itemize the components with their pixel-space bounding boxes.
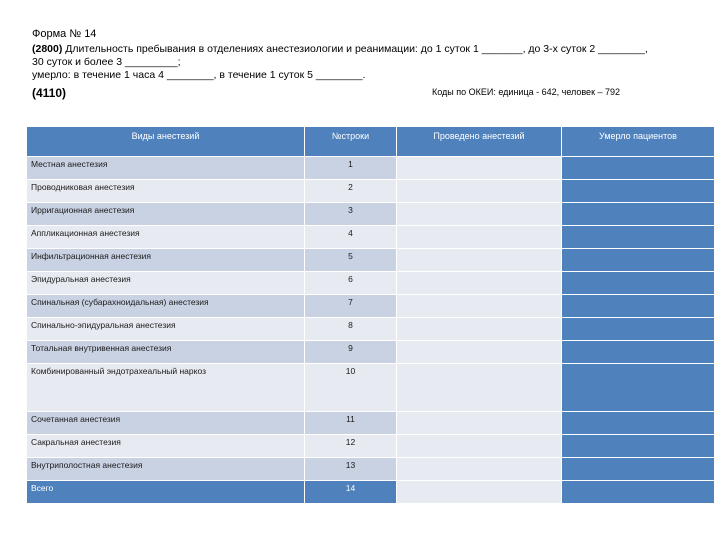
- performed-cell[interactable]: [397, 180, 562, 203]
- row-name: Аппликационная анестезия: [27, 226, 305, 249]
- table-row: [27, 364, 715, 412]
- died-line: умерло: в течение 1 часа 4 ________, в течение 1 суток 5 ________.: [32, 69, 366, 81]
- performed-cell[interactable]: [397, 412, 562, 435]
- performed-cell[interactable]: [397, 318, 562, 341]
- row-name: Ирригационная анестезия: [27, 203, 305, 226]
- code-4110: (4110): [32, 86, 67, 100]
- row-number: 12: [305, 435, 397, 458]
- total-row-number: 14: [305, 481, 397, 504]
- duration-text: Длительность пребывания в отделениях анестезиологии и реанимации: до 1 суток 1 _______, до 3-х суток 2 ________,: [62, 43, 648, 55]
- row-number: 2: [305, 180, 397, 203]
- total-row: [27, 481, 715, 504]
- table-row: [27, 249, 715, 272]
- row-number: 4: [305, 226, 397, 249]
- anesthesia-table: [26, 126, 715, 504]
- died-cell[interactable]: [562, 226, 715, 249]
- row-name: Сочетанная анестезия: [27, 412, 305, 435]
- row-name: Инфильтрационная анестезия: [27, 249, 305, 272]
- performed-cell[interactable]: [397, 157, 562, 180]
- performed-cell[interactable]: [397, 295, 562, 318]
- performed-cell[interactable]: [397, 341, 562, 364]
- header-performed: Проведено анестезий: [397, 127, 562, 157]
- row-number: 5: [305, 249, 397, 272]
- header-died: Умерло пациентов: [562, 127, 715, 157]
- table-row: [27, 157, 715, 180]
- row-number: 7: [305, 295, 397, 318]
- died-cell[interactable]: [562, 249, 715, 272]
- table-row: [27, 318, 715, 341]
- duration-line-2: 30 суток и более 3 _________;: [32, 56, 181, 68]
- table-row: [27, 180, 715, 203]
- died-cell[interactable]: [562, 203, 715, 226]
- table-row: [27, 341, 715, 364]
- performed-cell[interactable]: [397, 249, 562, 272]
- died-cell[interactable]: [562, 180, 715, 203]
- table-header-row: [27, 127, 715, 157]
- died-cell[interactable]: [562, 435, 715, 458]
- row-name: Эпидуральная анестезия: [27, 272, 305, 295]
- died-cell[interactable]: [562, 364, 715, 412]
- row-name: Внутриполостная анестезия: [27, 458, 305, 481]
- died-cell[interactable]: [562, 295, 715, 318]
- performed-cell[interactable]: [397, 226, 562, 249]
- performed-cell[interactable]: [397, 272, 562, 295]
- total-label: Всего: [27, 481, 305, 504]
- row-name: Местная анестезия: [27, 157, 305, 180]
- table-row: [27, 412, 715, 435]
- row-number: 13: [305, 458, 397, 481]
- died-cell[interactable]: [562, 412, 715, 435]
- row-name: Сакральная анестезия: [27, 435, 305, 458]
- row-name: Проводниковая анестезия: [27, 180, 305, 203]
- row-number: 3: [305, 203, 397, 226]
- performed-cell[interactable]: [397, 364, 562, 412]
- table-row: [27, 203, 715, 226]
- row-number: 10: [305, 364, 397, 412]
- row-number: 9: [305, 341, 397, 364]
- table-row: [27, 226, 715, 249]
- code-2800: (2800): [32, 43, 63, 55]
- died-cell[interactable]: [562, 458, 715, 481]
- performed-cell[interactable]: [397, 435, 562, 458]
- header-anesthesia-type: Виды анестезий: [27, 127, 305, 157]
- performed-cell[interactable]: [397, 458, 562, 481]
- died-cell[interactable]: [562, 157, 715, 180]
- form-header: [32, 28, 702, 82]
- form-title: Форма № 14: [32, 28, 97, 40]
- performed-cell[interactable]: [397, 203, 562, 226]
- okei-codes: Коды по ОКЕИ: единица - 642, человек – 792: [432, 87, 621, 97]
- row-name: Комбинированный эндотрахеальный наркоз: [27, 364, 305, 412]
- total-performed-cell[interactable]: [397, 481, 562, 504]
- row-number: 11: [305, 412, 397, 435]
- duration-line-1: [32, 43, 702, 56]
- row-number: 1: [305, 157, 397, 180]
- table-row: [27, 435, 715, 458]
- died-cell[interactable]: [562, 318, 715, 341]
- row-number: 6: [305, 272, 397, 295]
- table-row: [27, 458, 715, 481]
- row-number: 8: [305, 318, 397, 341]
- header-row-number: №строки: [305, 127, 397, 157]
- total-died-cell[interactable]: [562, 481, 715, 504]
- row-name: Тотальная внутривенная анестезия: [27, 341, 305, 364]
- table-row: [27, 295, 715, 318]
- died-cell[interactable]: [562, 341, 715, 364]
- row-name: Спинально-эпидуральная анестезия: [27, 318, 305, 341]
- row-name: Спинальная (субарахноидальная) анестезия: [27, 295, 305, 318]
- died-cell[interactable]: [562, 272, 715, 295]
- table-row: [27, 272, 715, 295]
